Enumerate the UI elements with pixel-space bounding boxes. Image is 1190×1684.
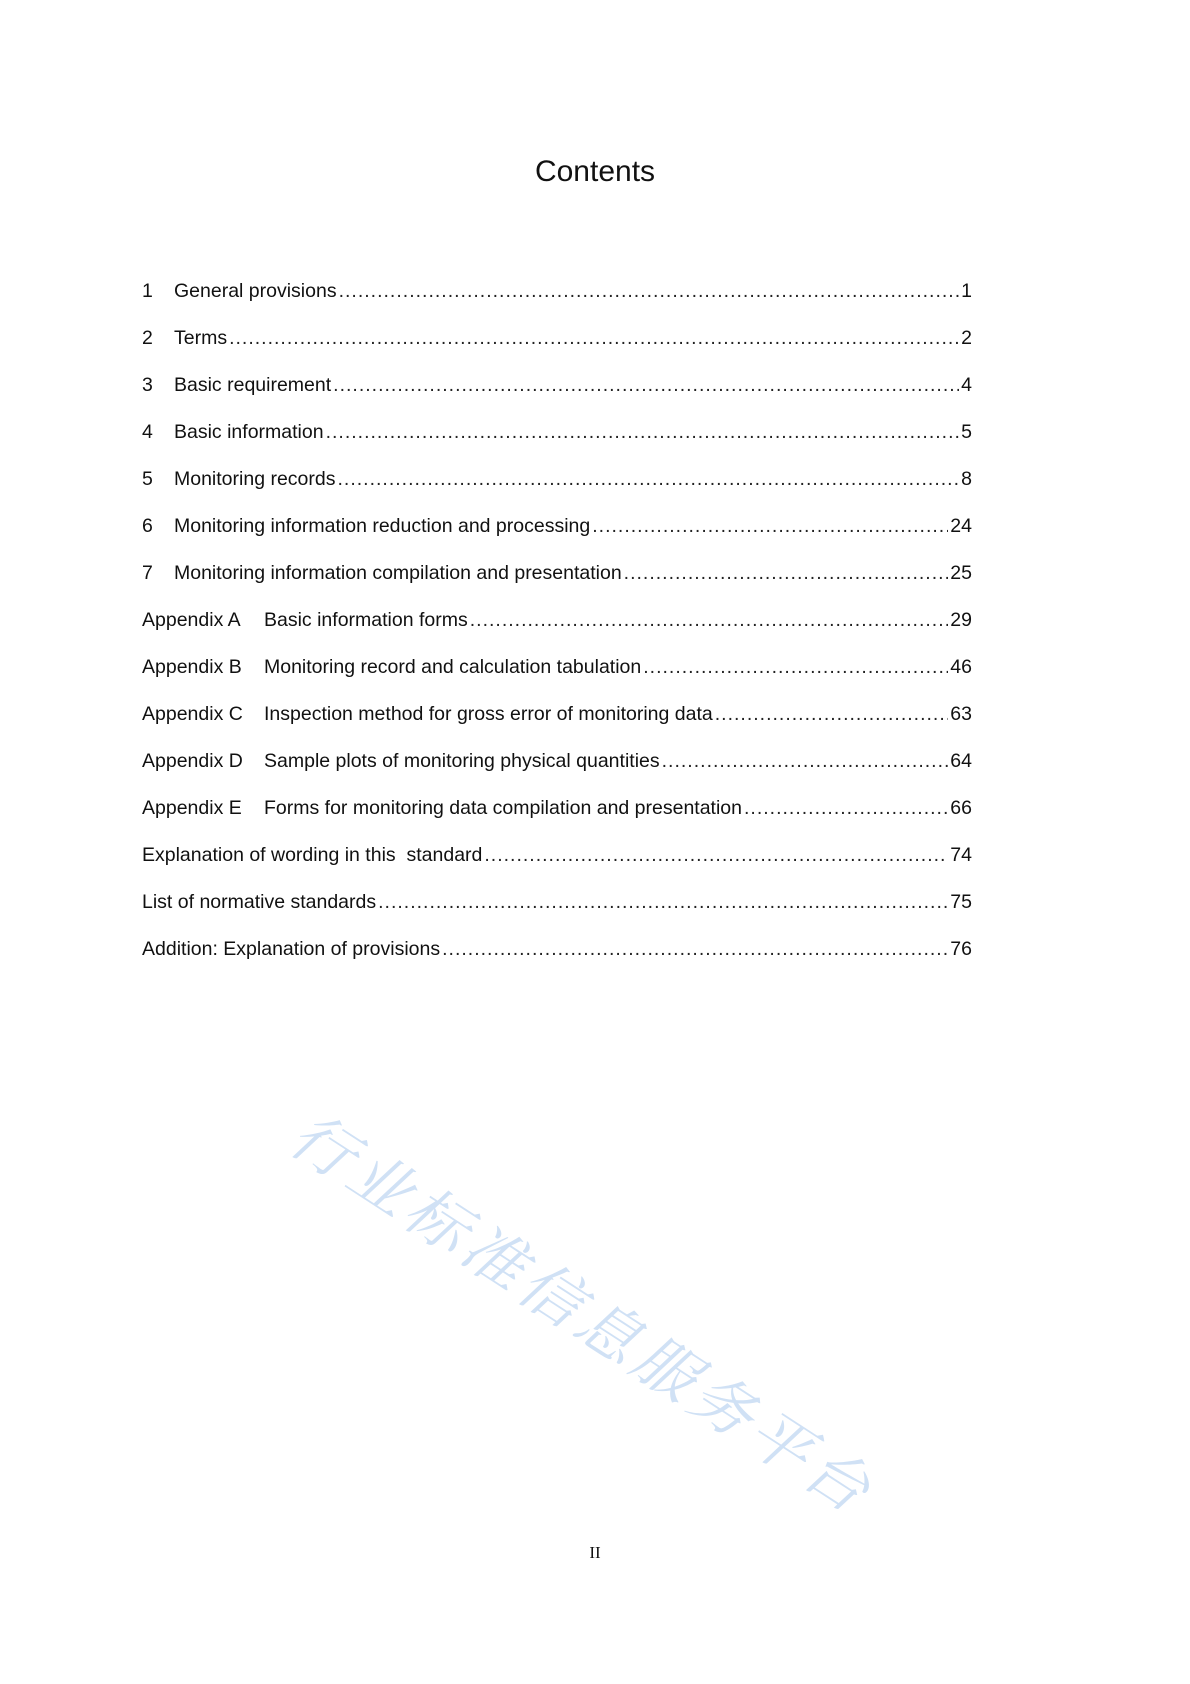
toc-entry-label: Terms <box>174 327 228 349</box>
toc-entry-page: 74 <box>950 844 972 866</box>
toc-dot-leader <box>326 419 960 445</box>
toc-entry-label: Inspection method for gross error of monitoring data <box>264 703 713 725</box>
toc-entry-page: 64 <box>950 750 972 772</box>
watermark: 行业标准信息服务平台 <box>277 1098 888 1530</box>
toc-dot-leader <box>484 842 948 868</box>
toc-dot-leader <box>470 607 949 633</box>
toc-dot-leader <box>337 466 959 492</box>
toc-entry-page: 1 <box>961 280 972 302</box>
toc-entry-number: 5 <box>142 468 153 490</box>
toc-entry-compilation-presentation[interactable] <box>142 560 972 607</box>
toc-entry-label: Monitoring information compilation and presentation <box>174 562 622 584</box>
toc-entry-appendix-e[interactable] <box>142 795 972 842</box>
toc-entry-number: 2 <box>142 327 153 349</box>
toc-appendix-id: Appendix B <box>142 656 242 678</box>
toc-entry-label: Forms for monitoring data compilation and presentation <box>264 797 742 819</box>
toc-entry-normative-standards[interactable] <box>142 889 972 936</box>
toc-entry-label: Addition: Explanation of provisions <box>142 938 441 960</box>
table-of-contents <box>142 278 972 983</box>
toc-entry-label: Basic requirement <box>174 374 332 396</box>
toc-entry-page: 5 <box>961 421 972 443</box>
toc-entry-page: 24 <box>950 515 972 537</box>
toc-dot-leader <box>339 278 960 304</box>
toc-entry-page: 66 <box>950 797 972 819</box>
toc-entry-page: 25 <box>950 562 972 584</box>
toc-entry-label: General provisions <box>174 280 337 302</box>
toc-dot-leader <box>442 936 948 962</box>
toc-entry-terms[interactable] <box>142 325 972 372</box>
toc-dot-leader <box>643 654 948 680</box>
toc-entry-page: 4 <box>961 374 972 396</box>
toc-entry-basic-information[interactable] <box>142 419 972 466</box>
toc-dot-leader <box>662 748 949 774</box>
toc-entry-label: Basic information forms <box>264 609 468 631</box>
toc-dot-leader <box>715 701 949 727</box>
toc-entry-label: Monitoring records <box>174 468 336 490</box>
toc-entry-number: 6 <box>142 515 153 537</box>
toc-dot-leader <box>378 889 948 915</box>
toc-appendix-id: Appendix A <box>142 609 241 631</box>
toc-entry-reduction-processing[interactable] <box>142 513 972 560</box>
toc-entry-monitoring-records[interactable] <box>142 466 972 513</box>
toc-entry-general-provisions[interactable] <box>142 278 972 325</box>
toc-entry-appendix-d[interactable] <box>142 748 972 795</box>
toc-dot-leader <box>229 325 959 351</box>
toc-entry-basic-requirement[interactable] <box>142 372 972 419</box>
toc-entry-explanation-provisions[interactable] <box>142 936 972 983</box>
toc-entry-number: 7 <box>142 562 153 584</box>
toc-entry-page: 75 <box>950 891 972 913</box>
toc-entry-page: 8 <box>961 468 972 490</box>
toc-entry-page: 76 <box>950 938 972 960</box>
toc-entry-label: Monitoring record and calculation tabulation <box>264 656 642 678</box>
toc-entry-explanation-wording[interactable] <box>142 842 972 889</box>
toc-dot-leader <box>744 795 948 821</box>
toc-entry-label: Sample plots of monitoring physical quantities <box>264 750 660 772</box>
toc-entry-number: 4 <box>142 421 153 443</box>
toc-entry-page: 63 <box>950 703 972 725</box>
toc-entry-label: List of normative standards <box>142 891 377 913</box>
toc-entry-appendix-b[interactable] <box>142 654 972 701</box>
toc-entry-page: 29 <box>950 609 972 631</box>
toc-appendix-id: Appendix E <box>142 797 242 819</box>
toc-appendix-id: Appendix D <box>142 750 243 772</box>
toc-dot-leader <box>333 372 959 398</box>
toc-entry-appendix-a[interactable] <box>142 607 972 654</box>
toc-entry-page: 46 <box>950 656 972 678</box>
toc-entry-number: 3 <box>142 374 153 396</box>
page-number: II <box>589 1543 601 1562</box>
page-title: Contents <box>534 155 656 188</box>
toc-dot-leader <box>592 513 948 539</box>
toc-entry-label: Monitoring information reduction and processing <box>174 515 591 537</box>
toc-appendix-id: Appendix C <box>142 703 243 725</box>
toc-entry-appendix-c[interactable] <box>142 701 972 748</box>
toc-dot-leader <box>624 560 949 586</box>
toc-entry-number: 1 <box>142 280 153 302</box>
toc-entry-label: Explanation of wording in this standard <box>142 844 483 866</box>
toc-entry-page: 2 <box>961 327 972 349</box>
toc-entry-label: Basic information <box>174 421 324 443</box>
